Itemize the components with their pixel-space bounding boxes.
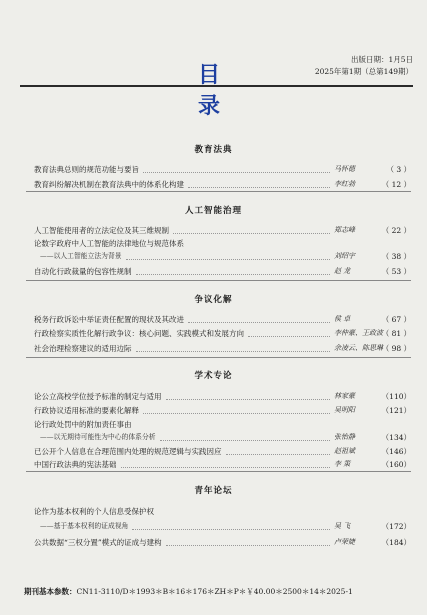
toc-entry[interactable] [34,225,411,236]
article-author: 郑志峰 [334,226,355,234]
section-divider [26,280,411,281]
article-page: （ 67 ） [381,315,411,324]
leader-dots [132,518,330,530]
article-author: 刘绍宇 [334,252,355,260]
journal-parameters-label: 期刊基本参数： [24,587,77,596]
article-page: （ 12 ） [381,180,411,189]
leader-dots [160,429,330,441]
article-page: （160） [381,460,411,469]
article-page: （172） [381,522,411,531]
article-author: 赵祖斌 [334,447,355,455]
article-title: 论数字政府中人工智能的法律地位与规范体系 [34,239,184,248]
article-author: 马怀德 [334,165,355,173]
article-title: 已公开个人信息在合理范围内处理的规范逻辑与实践因应 [34,447,222,456]
section-heading: 教育法典 [194,145,233,155]
article-title: 中国行政法典的宪法基础 [34,460,117,469]
article-page: （ 22 ） [381,226,411,235]
leader-dots [143,402,330,414]
article-title: 自动化行政裁量的包容性规制 [34,267,132,276]
publication-date: 出版日期：1月5日 [350,55,413,64]
article-author: 李仲豪、王政波 [334,329,383,337]
article-title: 教育法典总则的规范功能与要旨 [34,165,139,174]
section-divider [26,357,411,358]
page-title: 目 录 [197,63,228,119]
leader-dots [126,248,330,260]
article-page: （ 81 ） [381,329,411,338]
section-heading: 人工智能治理 [184,206,242,216]
section-heading: 争议化解 [194,295,233,305]
article-title: 社会治理检察建议的适用边际 [34,344,132,353]
article-page: （ 53 ） [381,267,411,276]
article-title: 论作为基本权利的个人信息受保护权 [34,507,154,516]
toc-entry[interactable] [34,251,411,262]
article-subtitle: ——基于基本权利的证成视角 [40,522,129,530]
article-title: 税务行政诉讼中举证责任配置的现状及其改进 [34,315,184,324]
journal-parameters-value: CN11-3110/D＊1993＊B＊16＊176＊ZH＊P＊￥40.00＊2500＊14＊2025-1 [76,587,353,596]
toc-entry[interactable] [34,314,411,325]
article-author: 吴 飞 [334,522,351,530]
article-author: 林家豪 [334,392,355,400]
toc-entry[interactable] [34,537,411,548]
journal-parameters [24,586,353,597]
leader-dots [173,222,330,234]
toc-entry[interactable] [34,459,411,470]
article-subtitle: ——以无期待可能性为中心的体系分析 [40,433,156,441]
article-author: 李红勃 [334,180,355,188]
article-author: 卢荣婕 [334,538,355,546]
article-title: 行政检察实质性化解行政争议：核心问题、实践模式和发展方向 [34,329,244,338]
article-author: 余凌云、陈思琳 [334,344,383,352]
article-subtitle: ——以人工智能立法为背景 [40,252,122,260]
section-divider [26,471,411,472]
article-author: 赵 龙 [334,267,351,275]
toc-entry[interactable] [34,343,411,354]
article-page: （134） [381,433,411,442]
leader-dots [248,325,330,337]
article-page: （ 38 ） [381,252,411,261]
article-author: 侯 卓 [334,315,351,323]
article-page: （ 3 ） [386,165,411,174]
section-divider [26,191,411,192]
section-heading: 青年论坛 [194,486,233,496]
leader-dots [121,456,330,468]
article-title: 论公立高校学位授予标准的制定与适用 [34,392,162,401]
article-title: 论行政处罚中的附加责任事由 [34,420,132,429]
toc-entry[interactable] [34,432,411,443]
toc-entry[interactable] [34,179,411,190]
publication-info [315,54,413,78]
article-author: 吴明阳 [334,406,355,414]
leader-dots [188,311,330,323]
article-author: 张怡静 [334,433,355,441]
leader-dots [226,443,330,455]
toc-entry[interactable] [34,521,411,532]
article-page: （184） [381,538,411,547]
article-page: （146） [381,447,411,456]
toc-entry[interactable] [34,405,411,416]
toc-entry[interactable] [34,506,411,517]
toc-entry[interactable] [34,164,411,175]
toc-entry[interactable] [34,266,411,277]
leader-dots [136,263,330,275]
toc-entry[interactable] [34,391,411,402]
article-title: 公共数据“三权分置”模式的证成与建构 [34,538,162,547]
toc-entry[interactable] [34,328,411,339]
article-page: （121） [381,406,411,415]
leader-dots [166,388,330,400]
header-divider [20,85,413,87]
leader-dots [136,340,330,352]
article-title: 人工智能使用者的立法定位及其三维规制 [34,226,169,235]
article-title: 教育纠纷解决机制在教育法典中的体系化构建 [34,180,184,189]
article-page: （110） [381,392,411,401]
article-author: 李 策 [334,460,351,468]
leader-dots [188,176,330,188]
article-page: （ 98 ） [381,344,411,353]
section-heading: 学术专论 [194,371,233,381]
issue-number: 2025年第1期（总第149期） [314,67,413,76]
article-title: 行政协议适用标准的要素化解释 [34,406,139,415]
leader-dots [166,534,330,546]
leader-dots [143,161,330,173]
